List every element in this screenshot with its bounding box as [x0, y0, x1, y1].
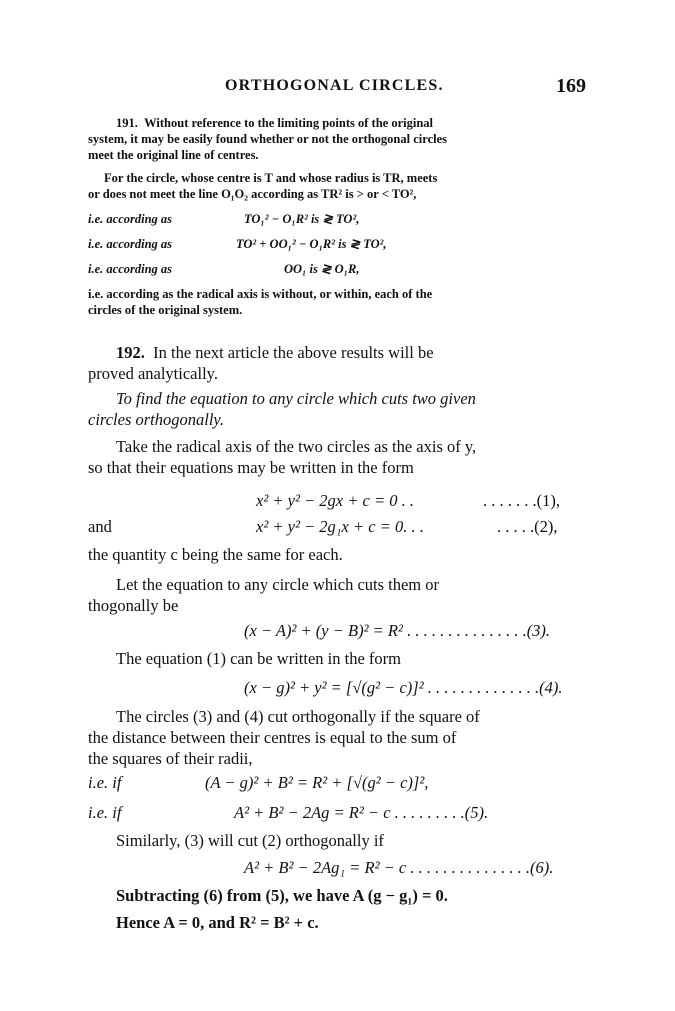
equation-2: x² + y² − 2g₁x + c = 0. . . [256, 517, 424, 536]
problem-statement-line-2: circles orthogonally. [88, 410, 224, 429]
article-192-text-1: In the next article the above results will be [153, 343, 434, 362]
article-191-line-9: i.e. according as the radical axis is without, or within, each of the [88, 287, 433, 301]
article-192-line-1 [116, 342, 434, 363]
article-191-ie-1-label: i.e. according as [88, 212, 173, 226]
and-label: and [88, 517, 112, 536]
article-191-line-5: or does not meet the line O₁O₂ according as TR² is > or < TO², [88, 187, 417, 201]
article-191-line-4: For the circle, whose centre is T and whose radius is TR, meets [104, 171, 438, 185]
equation-4: (x − g)² + y² = [√(g² − c)]² . . . . . . . . . . . . . .(4). [244, 678, 563, 697]
article-192-line-9: the quantity c being the same for each. [88, 545, 343, 564]
equation-3: (x − A)² + (y − B)² = R² . . . . . . . . . . . . . . .(3). [244, 621, 551, 640]
article-192-ie-1-label: i.e. if [88, 773, 122, 792]
article-192-line-2: proved analytically. [88, 364, 218, 383]
article-192-line-15: The circles (3) and (4) cut orthogonally if the square of [116, 707, 480, 726]
article-192-number: 192. [116, 343, 145, 362]
equation-2-tag: . . . . .(2), [497, 517, 558, 536]
article-192-line-6: so that their equations may be written in the form [88, 458, 414, 477]
article-191-ie-2-label: i.e. according as [88, 237, 173, 251]
article-192-line-13: The equation (1) can be written in the form [116, 649, 401, 668]
article-192-ie-1-eq: (A − g)² + B² = R² + [√(g² − c)]², [205, 773, 429, 792]
article-191-ie-3-label: i.e. according as [88, 262, 173, 276]
equation-1: x² + y² − 2gx + c = 0 . . [256, 491, 414, 510]
article-192-line-11: thogonally be [88, 596, 179, 615]
article-191-line-3: meet the original line of centres. [88, 148, 259, 162]
page-header [0, 75, 675, 101]
article-192-line-20: Similarly, (3) will cut (2) orthogonally if [116, 831, 384, 850]
article-192-line-17: the squares of their radii, [88, 749, 253, 768]
article-191-line-10: circles of the original system. [88, 303, 243, 317]
equation-1-tag: . . . . . . .(1), [483, 491, 560, 510]
article-191-number: 191. [116, 116, 138, 130]
equation-6: A² + B² − 2Ag₁ = R² − c . . . . . . . . . . . . . . .(6). [244, 858, 554, 877]
article-192-line-10: Let the equation to any circle which cuts them or [116, 575, 440, 594]
article-192-ie-2-eq: A² + B² − 2Ag = R² − c . . . . . . . . .(5). [234, 803, 489, 822]
article-192-line-22: Subtracting (6) from (5), we have A (g − g₁) = 0. [116, 886, 448, 905]
page-number: 169 [556, 75, 586, 97]
article-191-ie-1-eq: TO₁² − O₁R² is ≷ TO², [244, 212, 360, 226]
running-head: ORTHOGONAL CIRCLES. [225, 77, 444, 94]
article-191-ie-2-eq: TO² + OO₁² − O₁R² is ≷ TO², [236, 237, 387, 251]
article-191-line-1 [116, 115, 433, 131]
problem-statement-line-1: To find the equation to any circle which cuts two given [116, 389, 476, 408]
article-192-line-5: Take the radical axis of the two circles as the axis of y, [116, 437, 477, 456]
article-191-ie-3-eq: OO₁ is ≷ O₁R, [284, 262, 360, 276]
article-192-line-23: Hence A = 0, and R² = B² + c. [116, 913, 319, 932]
article-191-text-1: Without reference to the limiting points of the original [144, 116, 433, 130]
article-192-line-16: the distance between their centres is equal to the sum of [88, 728, 457, 747]
article-192-ie-2-label: i.e. if [88, 803, 122, 822]
article-191-line-2: system, it may be easily found whether or not the orthogonal circles [88, 132, 448, 146]
